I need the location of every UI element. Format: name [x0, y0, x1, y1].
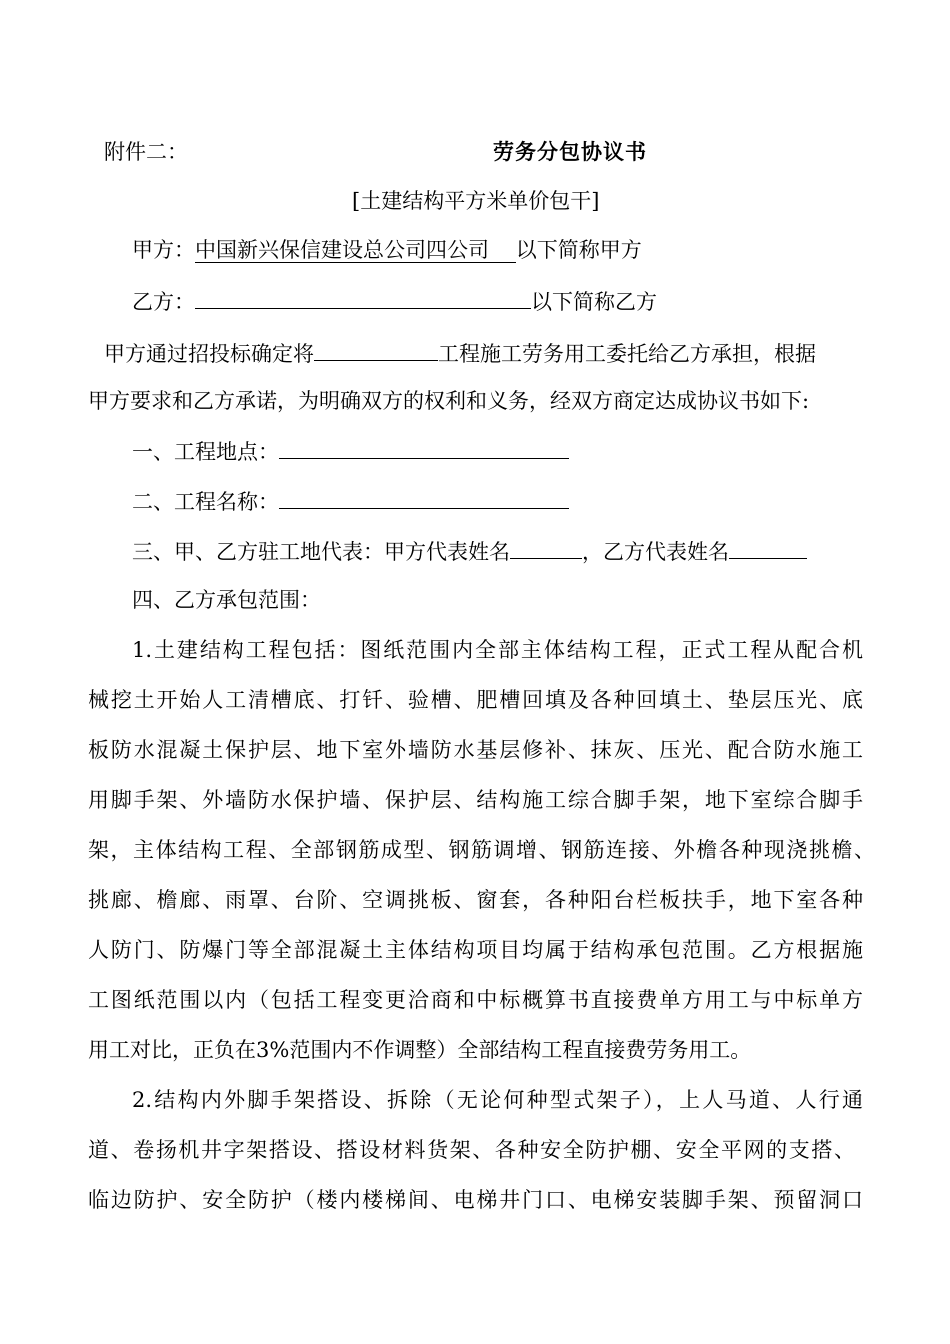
- intro-line-1: [104, 338, 816, 366]
- party-a-label: 甲方：: [132, 238, 195, 262]
- item1-line: 1.土建结构工程包括：图纸范围内全部主体结构工程，正式工程从配合机: [132, 638, 863, 662]
- clause-location: [132, 436, 569, 464]
- party-a-suffix: 以下简称甲方: [515, 238, 642, 262]
- item2-line: 临边防护、安全防护（楼内楼梯间、电梯井门口、电梯安装脚手架、预留洞口: [88, 1188, 863, 1212]
- party-b-name-blank: [195, 286, 531, 309]
- clause-name: [132, 486, 569, 514]
- party-b-rep-blank: [729, 536, 807, 559]
- clause-representatives: [132, 536, 807, 564]
- party-b-line: [132, 286, 657, 314]
- reps-mid: ，乙方代表姓名: [582, 540, 729, 564]
- intro-line-2: 甲方要求和乙方承诺，为明确双方的权利和义务，经双方商定达成协议书如下:: [88, 389, 810, 413]
- item2-line: 2.结构内外脚手架搭设、拆除（无论何种型式架子），上人马道、人行通: [132, 1088, 863, 1112]
- reps-label: 三、甲、乙方驻工地代表：甲方代表姓名: [132, 540, 510, 564]
- party-a-line: [132, 236, 642, 264]
- project-name-blank: [314, 338, 438, 361]
- party-b-suffix: 以下简称乙方: [531, 290, 657, 314]
- item1-line: 械挖土开始人工清槽底、打钎、验槽、肥槽回填及各种回填土、垫层压光、底: [88, 688, 863, 712]
- item1-line: 用脚手架、外墙防水保护墙、保护层、结构施工综合脚手架，地下室综合脚手: [88, 788, 863, 812]
- item2-line: 道、卷扬机井字架搭设、搭设材料货架、各种安全防护棚、安全平网的支搭、: [88, 1138, 855, 1162]
- intro-suffix: 工程施工劳务用工委托给乙方承担，根据: [438, 342, 816, 366]
- party-a-name: 中国新兴保信建设总公司四公司: [195, 238, 516, 263]
- document-title: 劳务分包协议书: [493, 139, 647, 164]
- clause-scope: 四、乙方承包范围：: [132, 588, 321, 612]
- item1-line: 工图纸范围以内（包括工程变更洽商和中标概算书直接费单方用工与中标单方: [88, 988, 863, 1012]
- party-b-label: 乙方：: [132, 290, 195, 314]
- party-a-rep-blank: [510, 536, 582, 559]
- item1-line: 板防水混凝土保护层、地下室外墙防水基层修补、抹灰、压光、配合防水施工: [88, 738, 863, 762]
- project-name-label: 二、工程名称：: [132, 490, 279, 514]
- item1-line: 架，主体结构工程、全部钢筋成型、钢筋调增、钢筋连接、外檐各种现浇挑檐、: [88, 838, 875, 862]
- item1-line: 挑廊、檐廊、雨罩、台阶、空调挑板、窗套，各种阳台栏板扶手，地下室各种: [88, 888, 863, 912]
- location-blank: [279, 436, 569, 459]
- intro-prefix: 甲方通过招投标确定将: [104, 342, 314, 366]
- item1-line: 用工对比，正负在3%范围内不作调整）全部结构工程直接费劳务用工。: [88, 1038, 752, 1062]
- project-name-field-blank: [279, 486, 569, 509]
- document-subtitle: [土建结构平方米单价包干]: [352, 189, 600, 213]
- attachment-label: 附件二：: [104, 140, 188, 164]
- location-label: 一、工程地点：: [132, 440, 279, 464]
- item1-line: 人防门、防爆门等全部混凝土主体结构项目均属于结构承包范围。乙方根据施: [88, 938, 863, 962]
